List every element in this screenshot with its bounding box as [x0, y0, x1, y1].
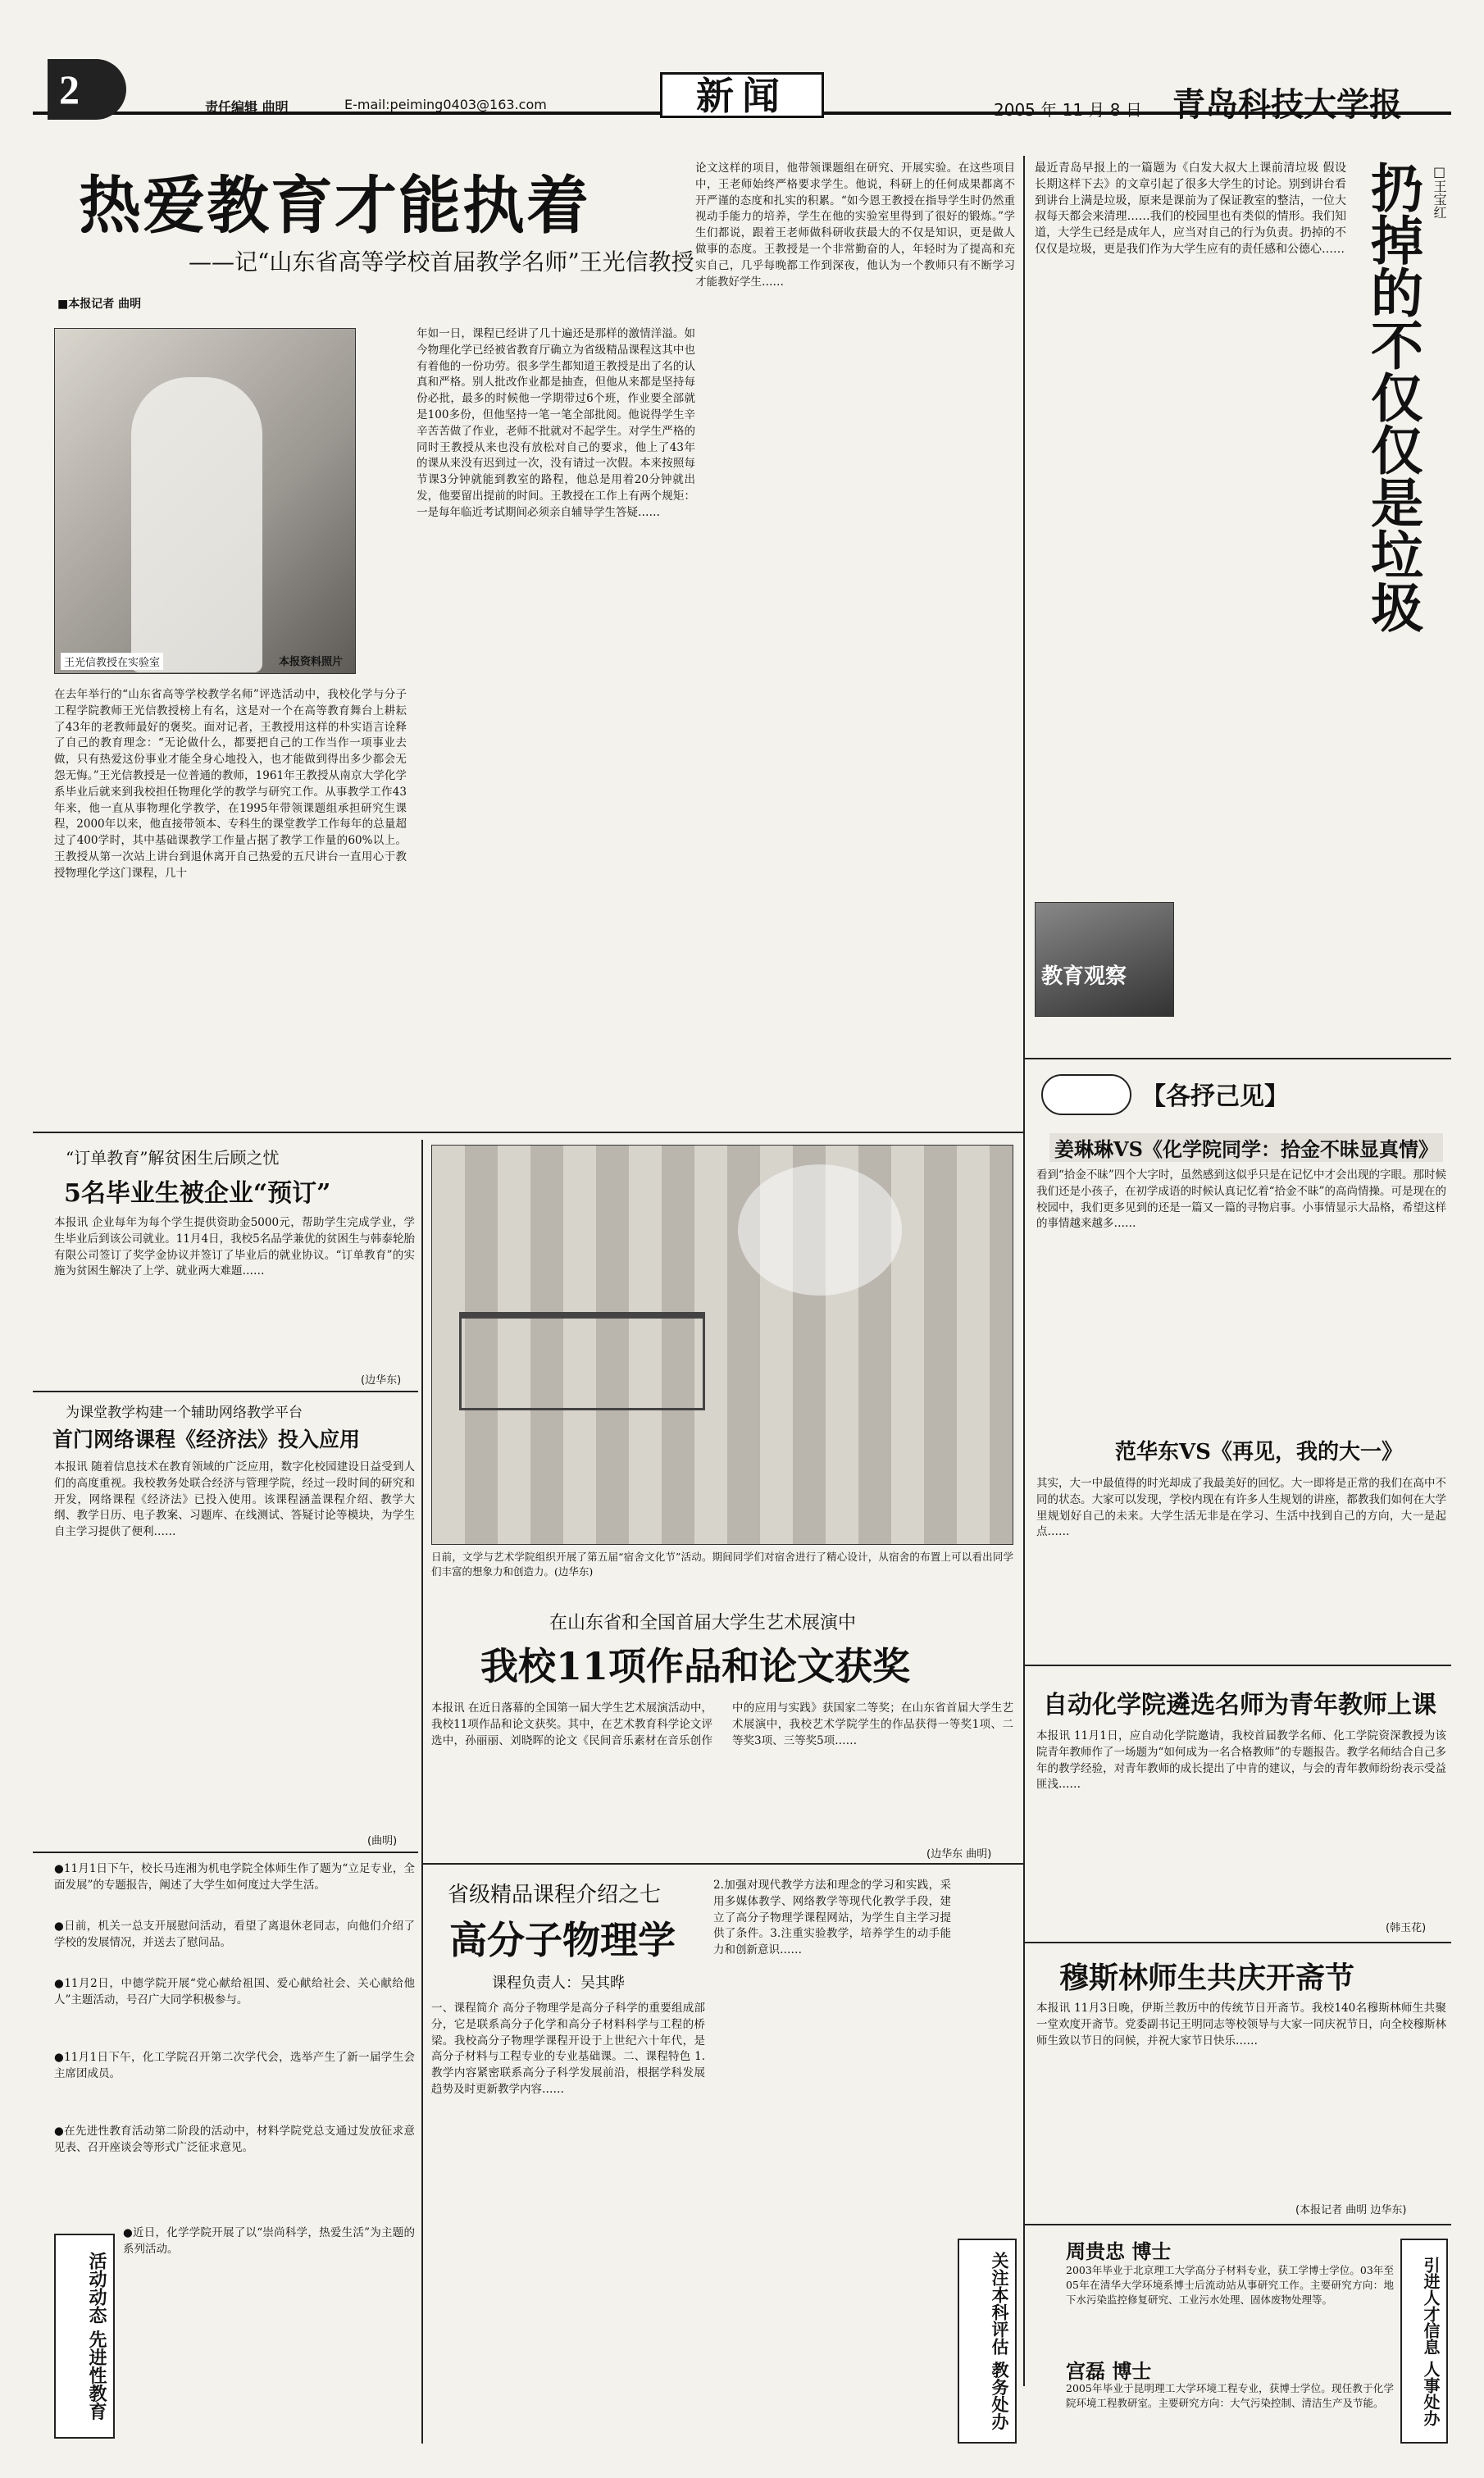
page-number: 2	[59, 66, 80, 112]
opinions-icon	[1041, 1074, 1131, 1115]
auto-college-body: 本报讯 11月1日，应自动化学院邀请，我校首届教学名师、化工学院资深教授为该院青年教师作了一场题为“如何成为一名合格教师”的专题报告。教学名师结合自己多年的教学经验，对青年教师的成长提出了中肯的建议，与会的青年教师纷纷表示受益匪浅……	[1036, 1729, 1446, 1792]
talent-2-name: 宫磊 博士	[1066, 2359, 1152, 2383]
issue-date: 2005 年 11 月 8 日	[994, 100, 1142, 120]
lead-body-col1: 在去年举行的“山东省高等学校教学名师”评选活动中，我校化学与分子工程学院教师王光信教授榜上有名，这是对一个在高等教育舞台上耕耘了43年的老教师最好的褒奖。面对记者，王教授用这样的朴实语言诠释了自己的教育理念：“无论做什么，都要把自己的工作当作一项事业去做，只有热爱这份事业才能全身心地投入，也才能做到得出多少都会无怨无悔。”王光信教授是一位普通的教师，1961年王教授从南京大学化学系毕业后就来到我校担任物理化学的教学与研究工作。从事教学工作43年来，他一直从事物理化学教学，在1995年带领课题组承担研究生课程，2000年以来，他直接带领本、专科生的课堂教学工作每年的总量超过了400学时，其中基础课教学工作量占据了教学工作量的60%以上。王教授从第一次站上讲台到退休离开自己热爱的五尺讲台一直用心于教授物理化学这门课程，几十	[54, 688, 407, 880]
auto-college-title: 自动化学院遴选名师为青年教师上课	[1043, 1691, 1436, 1720]
talent-2-body: 2005年毕业于昆明理工大学环境工程专业，获博士学位。现任教于化学院环境工程教研室。主要研究方向：大气污染控制、清洁生产及节能。	[1066, 2382, 1394, 2409]
art-photo-mural	[738, 1164, 902, 1296]
art-kicker: 在山东省和全国首届大学生艺术展演中	[549, 1613, 857, 1633]
lead-photo-credit: 本报资料照片	[279, 656, 344, 668]
opinion-2-body: 其实，大一中最值得的时光却成了我最美好的回忆。大一即将是正常的我们在高中不同的状态。大家可以发现，学校内现在有许多人生规划的讲座，都教我们如何在大学里规划好自己的未来。大学生活无非是在学习、生活中找到自己的方向，大一是起点……	[1036, 1477, 1446, 1539]
jobs-kicker: “订单教育”解贫困生后顾之忧	[66, 1148, 280, 1168]
opinions-title: 【各抒己见】	[1141, 1082, 1289, 1111]
web-title: 首门网络课程《经济法》投入应用	[52, 1428, 361, 1451]
brief-2: ●日前，机关一总支开展慰问活动，看望了离退休老同志，向他们介绍了学校的发展情况，并送去了慰问品。	[54, 1920, 415, 1949]
art-photo-caption: 日前，文学与艺术学院组织开展了第五届“宿舍文化节”活动。期间同学们对宿舍进行了精心设计，从宿舍的布置上可以看出同学们丰富的想象力和创造力。(边华东)	[431, 1551, 1013, 1578]
talent-badge: 引进人才信息 人事处办	[1400, 2239, 1448, 2444]
section-title: 新闻	[660, 72, 824, 118]
jobs-title: 5名毕业生被企业“预订”	[64, 1179, 331, 1208]
email-label: E-mail:peiming0403@163.com	[344, 97, 547, 112]
sidebar-headline: 扔掉的不仅仅是垃圾	[1362, 161, 1423, 633]
brief-6: ●近日，化学学院开展了以“崇尚科学，热爱生活”为主题的系列活动。	[123, 2226, 415, 2256]
course-leader: 课程负责人：吴其晔	[492, 1975, 625, 1992]
web-reporter: (曲明)	[367, 1835, 398, 1847]
lead-photo-caption: 王光信教授在实验室	[61, 653, 163, 670]
art-reporter: (边华东 曲明)	[926, 1848, 992, 1861]
sidebar-image-label: 教育观察	[1041, 964, 1127, 989]
opinions-rule	[1023, 1665, 1451, 1666]
course-title: 高分子物理学	[449, 1918, 676, 1962]
lead-photo-figure	[131, 377, 262, 672]
auto-rule	[1023, 1942, 1451, 1943]
muslim-reporter: (本报记者 曲明 边华东)	[1295, 2204, 1407, 2216]
web-rule	[33, 1852, 418, 1853]
talent-1-name: 周贵忠 博士	[1066, 2239, 1172, 2263]
column-rule-main	[1023, 156, 1025, 2386]
lead-body-col2: 年如一日，课程已经讲了几十遍还是那样的激情洋溢。如今物理化学已经被省教育厅确立为省级精品课程这其中也有着他的一份功劳。很多学生都知道王教授是出了名的认真和严格。别人批改作业都是抽查，但他从来都是坚持每份必批，最多的时候他一学期带过6个班，作业要全部就是100多份，但他坚持一笔一笔全部批阅。他说得学生辛辛苦苦做了作业，老师不批就对不起学生。对学生严格的同时王教授从来也没有放松对自己的要求，他上了43年的课从来没有迟到过一次，没有请过一次假。本来按照每节课3分钟就能到教室的路程，他总是用着20分钟就出发，他要留出提前的时间。王教授在工作上有两个规矩：一是每年临近考试期间必须亲自辅导学生答疑……	[417, 327, 695, 519]
sidebar-byline: □王宝红	[1432, 164, 1447, 219]
lead-byline: ■本报记者 曲明	[57, 298, 142, 311]
activities-badge: 活动动态 先进性教育	[54, 2234, 115, 2439]
brief-3: ●11月2日，中德学院开展“党心献给祖国、爱心献给社会、关心献给他人”主题活动，号召广大同学积极参与。	[54, 1977, 415, 2007]
lead-body-col3: 论文这样的项目，他带领课题组在研究、开展实验。在这些项目中，王老师始终严格要求学生。他说，科研上的任何成果都离不开严谨的态度和扎实的积累。“如今恩王教授在指导学生时仍然重视动手能力的培养，学生在他的实验室里得到了很好的锻炼。”学生们都说，跟着王老师做科研收获最大的不仅是知识，更是做人做事的态度。王教授是一个非常勤奋的人，年轻时为了提高和充实自己，几乎每晚都工作到深夜，他认为一个教师只有不断学习才能教好学生……	[695, 162, 1015, 289]
muslim-rule	[1023, 2224, 1451, 2225]
course-body-2: 2.加强对现代教学方法和理念的学习和实践，采用多媒体教学、网络教学等现代化教学手段，建立了高分子物理学课程网站，为学生自主学习提供了条件。3.注重实验教学，培养学生的动手能力和创新意识……	[713, 1879, 951, 1957]
jobs-body: 本报讯 企业每年为每个学生提供资助金5000元，帮助学生完成学业，学生毕业后到该公司就业。11月4日，我校5名品学兼优的贫困生与韩泰轮胎有限公司签订了奖学金协议并签订了毕业后的就业协议。“订单教育”的实施为贫困生解决了上学、就业两大难题……	[54, 1216, 415, 1278]
art-title: 我校11项作品和论文获奖	[480, 1644, 911, 1688]
jobs-rule	[33, 1391, 418, 1392]
brief-1: ●11月1日下午，校长马连湘为机电学院全体师生作了题为“立足专业，全面发展”的专题报告，阐述了大学生如何度过大学生活。	[54, 1862, 415, 1892]
lead-subtitle: ——记“山东省高等学校首届教学名师”王光信教授	[189, 248, 694, 276]
sidebar-body: 最近青岛早报上的一篇题为《白发大叔大上课前清垃圾 假设长期这样下去》的文章引起了很多大学生的讨论。别到讲台看到讲台上满是垃圾，原来是课前为了保证教室的整洁，一位大叔每天都会来清理……我们的校园里也有类似的情形。我们知道，大学生已经是成年人，应当对自己的行为负责。扔掉的不仅仅是垃圾，更是我们作为大学生应有的责任感和公德心……	[1035, 162, 1346, 256]
art-body: 本报讯 在近日落幕的全国第一届大学生艺术展演活动中，我校11项作品和论文获奖。其中，在艺术教育科学论文评选中，孙丽丽、刘晓晖的论文《民间音乐素材在音乐创作中的应用与实践》获国家二等奖；在山东省首届大学生艺术展演中，我校艺术学院学生的作品获得一等奖1项、二等奖3项、三等奖5项……	[431, 1701, 1013, 1747]
opinion-1-body: 看到“拾金不昧”四个大字时，虽然感到这似乎只是在记忆中才会出现的字眼。那时候我们还是小孩子，在初学成语的时候认真记忆着“拾金不昧”的高尚情操。可是现在的校园中，我们更多见到的还是一篇又一篇的寻物启事。小事情显示大品格，希望这样的事情越来越多……	[1036, 1168, 1446, 1231]
column-rule-left	[421, 1140, 423, 2444]
brief-5: ●在先进性教育活动第二阶段的活动中，材料学院党总支通过发放征求意见表、召开座谈会等形式广泛征求意见。	[54, 2125, 415, 2154]
brief-4: ●11月1日下午，化工学院召开第二次学代会，选举产生了新一届学生会主席团成员。	[54, 2051, 415, 2080]
talent-1-body: 2003年毕业于北京理工大学高分子材料专业，获工学博士学位。03年至05年在清华大学环境系博士后流动站从事研究工作。主要研究方向：地下水污染监控修复研究、工业污水处理、固体废物处理等。	[1066, 2264, 1394, 2306]
opinion-1-title: 姜琳琳VS《化学院同学：拾金不昧显真情》	[1049, 1133, 1443, 1162]
auto-college-reporter: (韩玉花)	[1386, 1922, 1427, 1934]
course-badge: 关注本科评估 教务处办	[958, 2239, 1017, 2444]
web-kicker: 为课堂教学构建一个辅助网络教学平台	[66, 1405, 303, 1421]
paper-name: 青岛科技大学报	[1172, 85, 1402, 124]
art-photo-bed	[459, 1312, 705, 1410]
jobs-reporter: (边华东)	[361, 1374, 402, 1387]
lead-bottom-rule	[33, 1132, 1023, 1133]
course-kicker: 省级精品课程介绍之七	[448, 1883, 662, 1907]
opinion-2-title: 范华东VS《再见，我的大一》	[1115, 1440, 1403, 1464]
web-body: 本报讯 随着信息技术在教育领域的广泛应用，数字化校园建设日益受到人们的高度重视。我校教务处联合经济与管理学院，经过一段时间的研究和开发，网络课程《经济法》已投入使用。该课程涵盖课程介绍、教学大纲、教学日历、电子教案、习题库、在线测试、答疑讨论等模块，为学生自主学习提供了便利……	[54, 1460, 415, 1539]
lead-headline: 热爱教育才能执着	[79, 169, 590, 242]
muslim-title: 穆斯林师生共庆开斋节	[1059, 1961, 1355, 1995]
sidebar-rule	[1023, 1058, 1451, 1059]
art-rule	[421, 1863, 1023, 1865]
muslim-body: 本报讯 11月3日晚，伊斯兰教历中的传统节日开斋节。我校140名穆斯林师生共聚一堂欢度开斋节。党委副书记王明同志等校领导与大家一同庆祝节日，向全校穆斯林师生致以节日的问候，并祝大家节日快乐……	[1036, 2002, 1446, 2048]
course-body-1: 一、课程简介 高分子物理学是高分子科学的重要组成部分，它是联系高分子化学和高分子材料科学与工程的桥梁。我校高分子物理学课程开设于上世纪六十年代，是高分子材料与工程专业的专业基础课。二、课程特色 1.教学内容紧密联系高分子科学发展前沿，根据学科发展趋势及时更新教学内容……	[431, 2002, 705, 2096]
editor-label: 责任编辑 曲明	[205, 99, 289, 115]
